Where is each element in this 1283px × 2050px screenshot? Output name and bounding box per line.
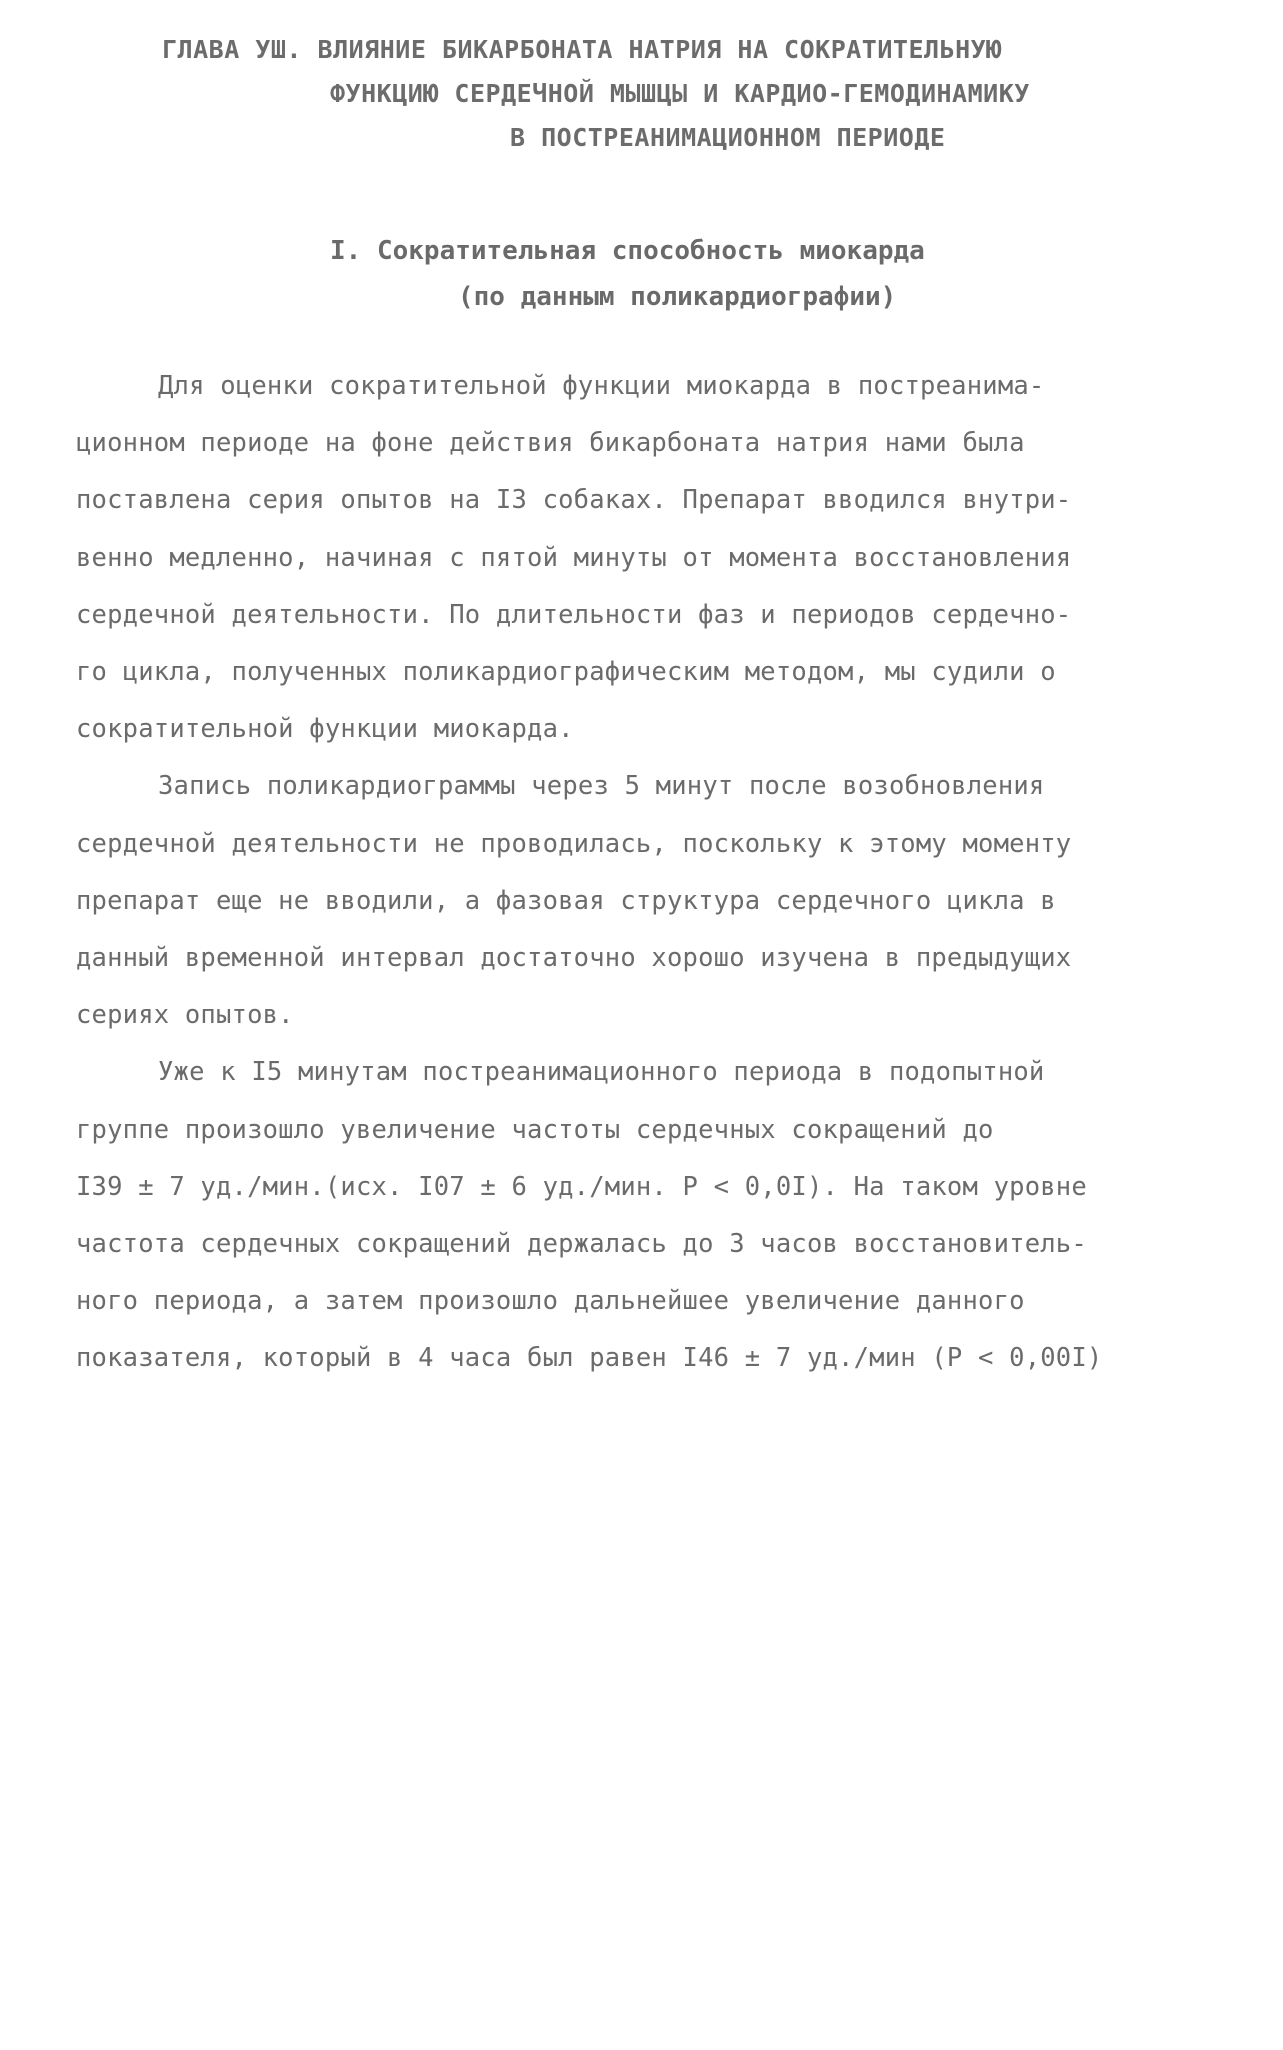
paragraph — [76, 358, 1206, 758]
text-line: Для оценки сократительной функции миокарда в постреанима- — [158, 371, 1045, 401]
section-title-line: (по данным поликардиографии) — [458, 282, 897, 312]
chapter-title — [140, 28, 1160, 160]
text-line: Запись поликардиограммы через 5 минут после возобновления — [158, 771, 1045, 802]
text-line: частота сердечных сокращений держалась до 3 часов восстановитель- — [76, 1229, 1087, 1260]
chapter-title-line: В ПОСТРЕАНИМАЦИОННОМ ПЕРИОДЕ — [510, 123, 946, 152]
text-line: препарат еще не вводили, а фазовая структура сердечного цикла в — [76, 885, 1056, 916]
text-line: го цикла, полученных поликардиографическим методом, мы судили о — [76, 657, 1056, 688]
paragraph — [76, 758, 1206, 1044]
section-title-line: I. Сократительная способность миокарда — [330, 236, 925, 266]
chapter-title-line: ГЛАВА УШ. ВЛИЯНИЕ БИКАРБОНАТА НАТРИЯ НА СОКРАТИТЕЛЬНУЮ — [162, 35, 1002, 64]
body-text — [76, 358, 1206, 1388]
text-line: венно медленно, начиная с пятой минуты от момента восстановления — [76, 542, 1072, 573]
text-line: сократительной функции миокарда. — [76, 714, 574, 745]
text-line: ного периода, а затем произошло дальнейшее увеличение данного — [76, 1286, 1025, 1317]
text-line: сердечной деятельности. По длительности фаз и периодов сердечно- — [76, 599, 1072, 630]
text-line: I39 ± 7 уд./мин.(исх. I07 ± 6 уд./мин. P < 0,0I). На таком уровне — [76, 1171, 1087, 1202]
text-line: группе произошло увеличение частоты сердечных сокращений до — [76, 1114, 994, 1145]
text-line: Уже к I5 минутам постреанимационного периода в подопытной — [158, 1057, 1045, 1088]
text-line: ционном периоде на фоне действия бикарбоната натрия нами была — [76, 428, 1025, 459]
text-line: сериях опытов. — [76, 1000, 294, 1031]
paragraph — [76, 1044, 1206, 1387]
text-line: показателя, который в 4 часа был равен I46 ± 7 уд./мин (P < 0,00I) — [76, 1343, 1103, 1374]
text-line: данный временной интервал достаточно хорошо изучена в предыдущих — [76, 943, 1072, 974]
chapter-title-line: ФУНКЦИЮ СЕРДЕЧНОЙ МЫШЦЫ И КАРДИО-ГЕМОДИНАМИКУ — [330, 79, 1030, 108]
text-line: поставлена серия опытов на I3 собаках. Препарат вводился внутри- — [76, 485, 1072, 516]
text-line: сердечной деятельности не проводилась, поскольку к этому моменту — [76, 828, 1072, 859]
section-title — [330, 228, 1130, 320]
